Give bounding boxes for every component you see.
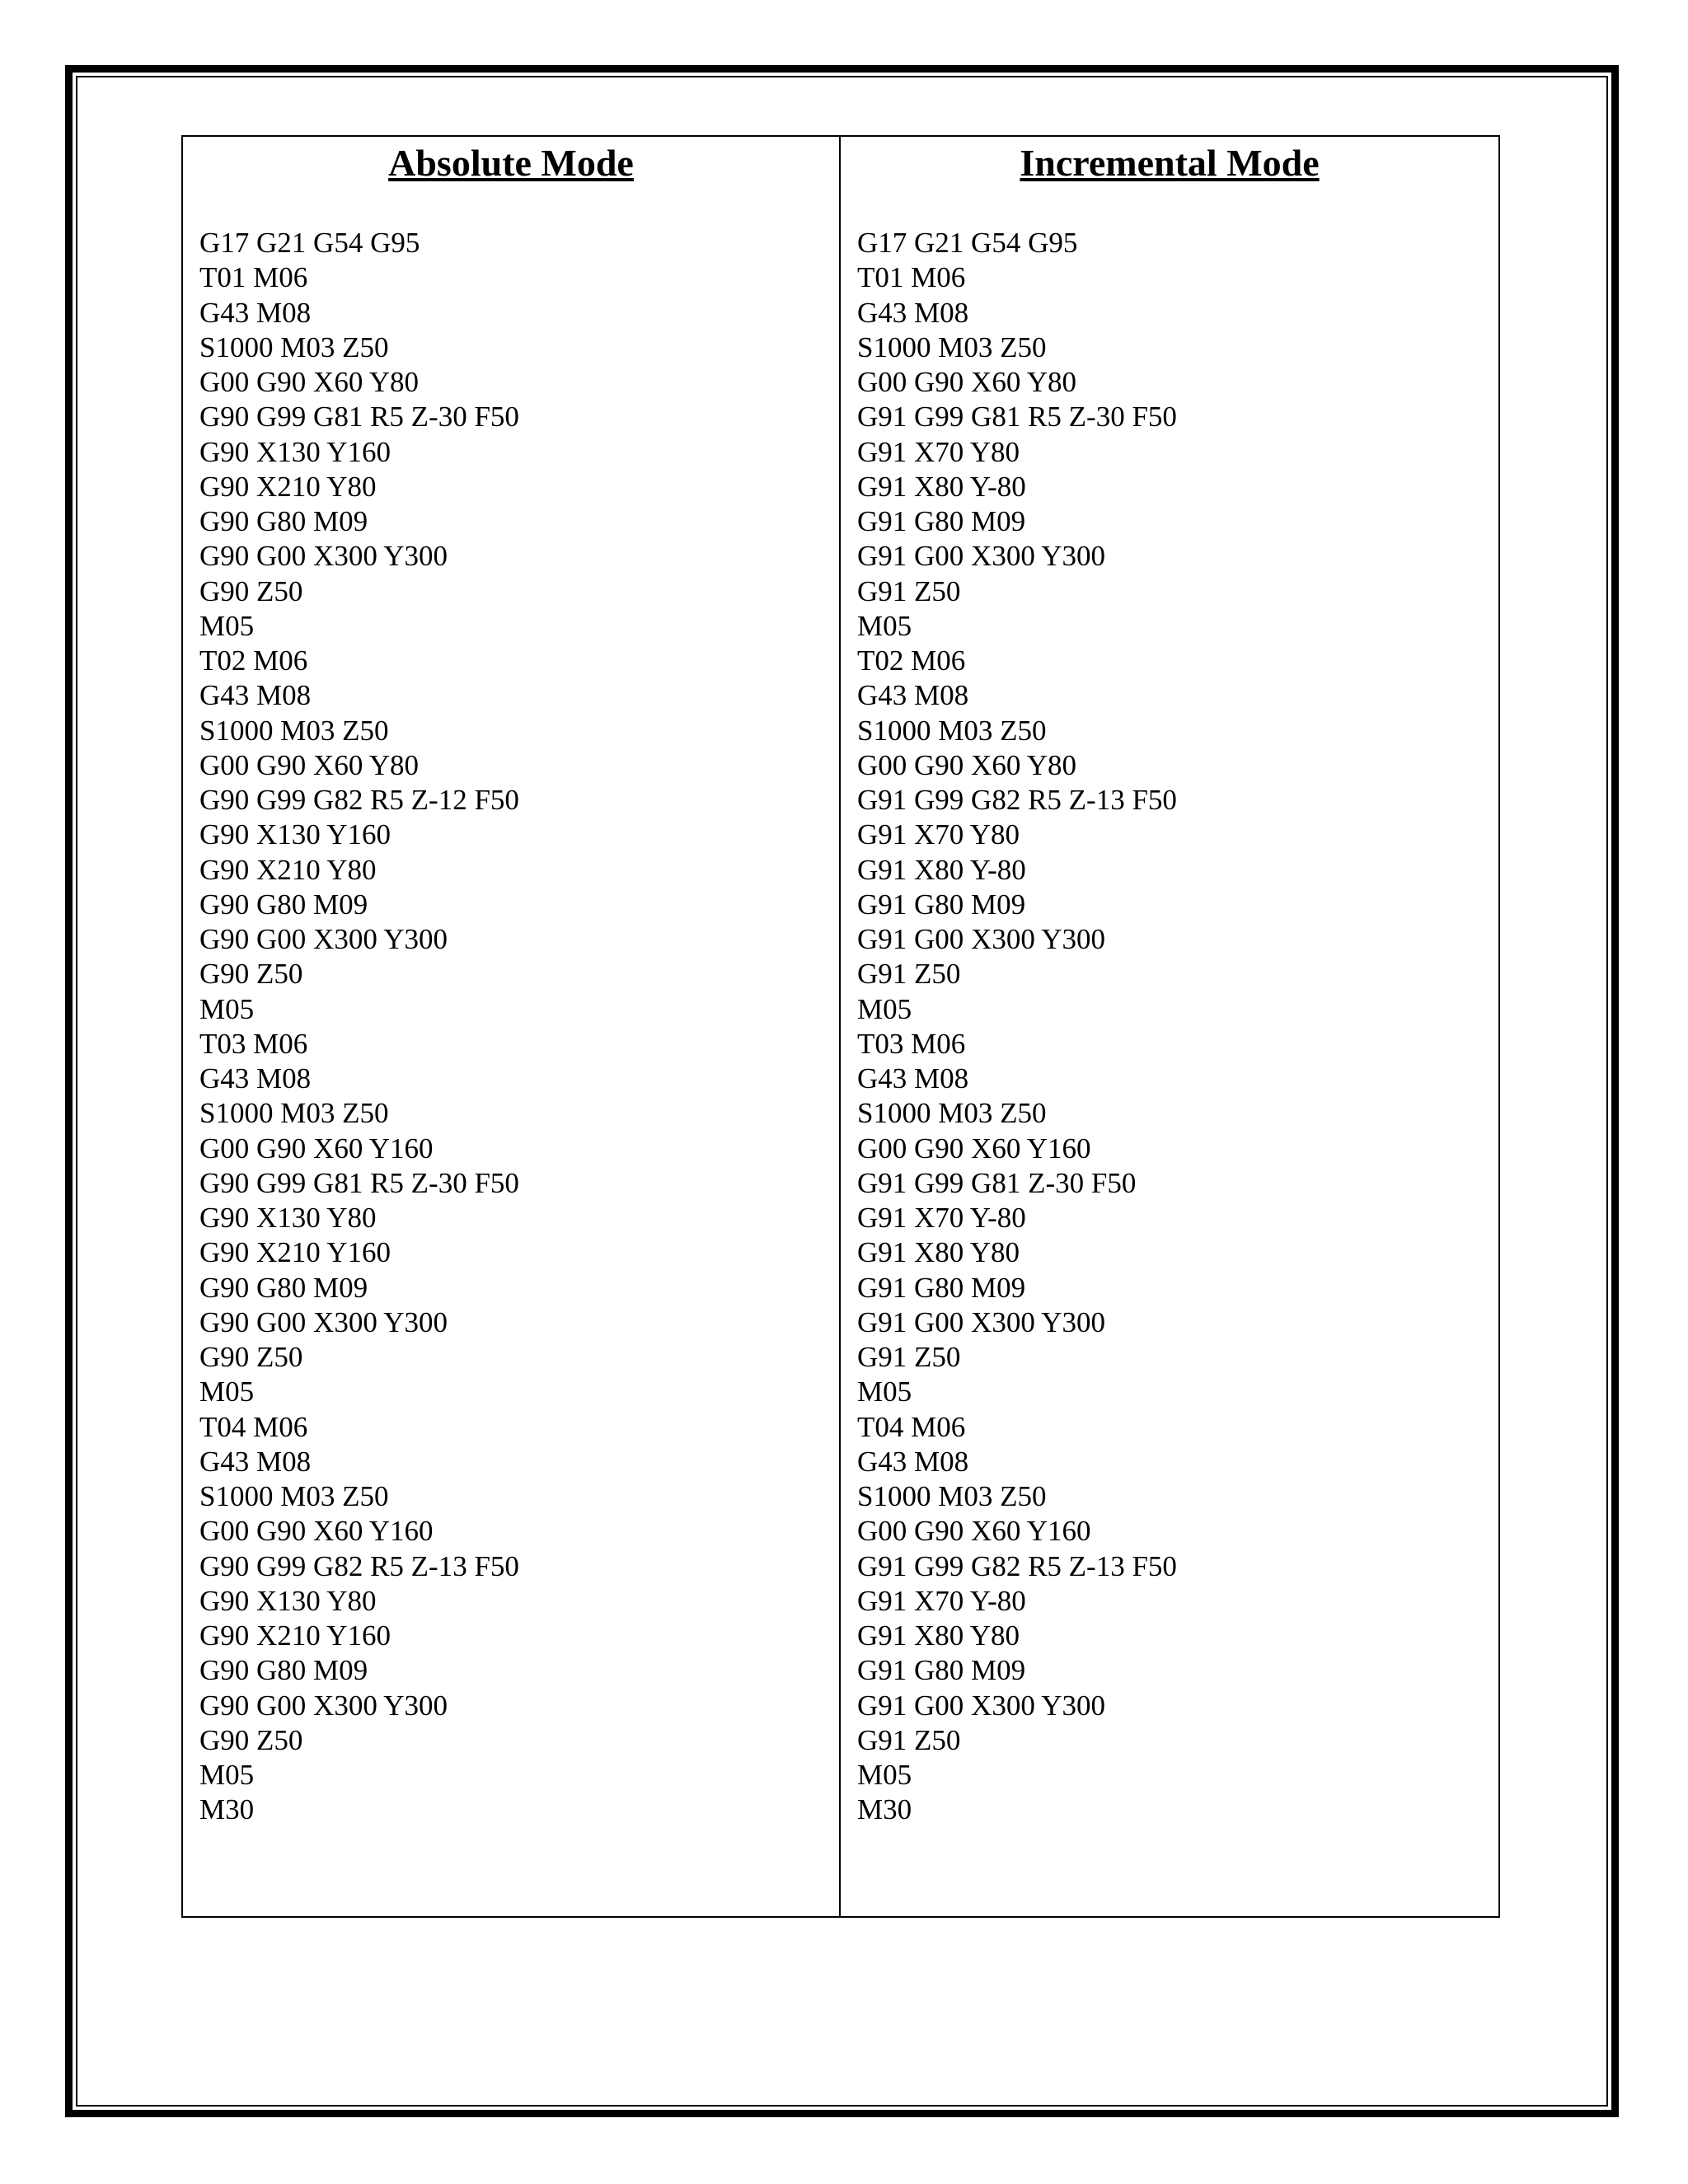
incremental-mode-column: [841, 137, 1498, 1916]
code-line: G91 G00 X300 Y300: [857, 1305, 1106, 1338]
code-line: G90 X130 Y80: [199, 1584, 377, 1617]
code-line: G91 Z50: [857, 1723, 961, 1756]
code-line: G90 Z50: [199, 574, 303, 607]
code-line: G90 G80 M09: [199, 888, 368, 921]
code-line: G90 G80 M09: [199, 1271, 368, 1304]
absolute-mode-column: [183, 137, 841, 1916]
code-line: G00 G90 X60 Y160: [857, 1132, 1091, 1165]
code-line: T02 M06: [857, 644, 966, 677]
code-line: G91 G00 X300 Y300: [857, 1689, 1106, 1722]
code-line: S1000 M03 Z50: [857, 1097, 1047, 1130]
code-line: M05: [857, 992, 912, 1025]
code-line: S1000 M03 Z50: [857, 330, 1047, 363]
code-line: G00 G90 X60 Y80: [857, 748, 1077, 781]
code-line: M05: [199, 992, 255, 1025]
absolute-mode-heading: Absolute Mode: [388, 142, 634, 184]
code-line: G91 G80 M09: [857, 1654, 1026, 1687]
code-line: T01 M06: [857, 261, 966, 294]
incremental-mode-heading: Incremental Mode: [1020, 142, 1320, 184]
code-line: G43 M08: [199, 1445, 312, 1478]
code-line: S1000 M03 Z50: [857, 1480, 1047, 1512]
code-line: M05: [857, 1759, 912, 1791]
code-line: G91 X80 Y-80: [857, 470, 1026, 503]
code-line: G43 M08: [857, 679, 969, 712]
code-line: G90 G00 X300 Y300: [199, 923, 448, 955]
code-line: G91 Z50: [857, 1341, 961, 1373]
code-line: G91 G80 M09: [857, 1271, 1026, 1304]
code-line: G43 M08: [857, 296, 969, 329]
code-line: G90 G99 G81 R5 Z-30 F50: [199, 401, 519, 434]
code-line: G90 X130 Y80: [199, 1202, 377, 1234]
code-line: G90 X210 Y80: [199, 853, 377, 886]
code-line: G91 G80 M09: [857, 888, 1026, 921]
code-line: G90 G00 X300 Y300: [199, 1305, 448, 1338]
code-line: T02 M06: [199, 644, 308, 677]
code-line: G90 G00 X300 Y300: [199, 540, 448, 573]
code-line: G90 G99 G82 R5 Z-12 F50: [199, 784, 519, 816]
code-line: G90 G80 M09: [199, 505, 368, 537]
code-line: G90 X210 Y160: [199, 1619, 392, 1652]
code-line: M05: [199, 609, 255, 642]
code-line: S1000 M03 Z50: [199, 330, 389, 363]
code-line: S1000 M03 Z50: [199, 1480, 389, 1512]
code-line: S1000 M03 Z50: [199, 714, 389, 747]
code-line: G91 X70 Y80: [857, 818, 1020, 851]
code-line: G91 X70 Y-80: [857, 1202, 1026, 1234]
code-line: G17 G21 G54 G95: [199, 227, 420, 259]
code-line: G91 G99 G82 R5 Z-13 F50: [857, 784, 1177, 816]
code-line: G91 G80 M09: [857, 505, 1026, 537]
code-line: G90 Z50: [199, 1341, 303, 1373]
code-line: G90 X210 Y160: [199, 1236, 392, 1269]
code-line: G90 X130 Y160: [199, 435, 392, 468]
program-comparison-table: [181, 135, 1500, 1918]
code-line: G00 G90 X60 Y160: [199, 1132, 434, 1165]
code-line: G00 G90 X60 Y80: [857, 366, 1077, 398]
code-line: G43 M08: [199, 1062, 312, 1094]
code-line: G90 X210 Y80: [199, 470, 377, 503]
code-line: T04 M06: [199, 1410, 308, 1443]
code-line: M30: [857, 1793, 912, 1826]
code-line: G90 X130 Y160: [199, 818, 392, 851]
code-line: G00 G90 X60 Y160: [857, 1515, 1091, 1548]
code-line: G91 X80 Y-80: [857, 853, 1026, 886]
code-line: M05: [199, 1759, 255, 1791]
code-line: G91 G00 X300 Y300: [857, 923, 1106, 955]
code-line: G91 X70 Y-80: [857, 1584, 1026, 1617]
code-line: G90 G00 X300 Y300: [199, 1689, 448, 1722]
code-line: G91 X80 Y80: [857, 1619, 1020, 1652]
code-line: G91 X80 Y80: [857, 1236, 1020, 1269]
code-line: M05: [857, 1376, 912, 1408]
code-line: T03 M06: [857, 1027, 966, 1060]
code-line: G91 X70 Y80: [857, 435, 1020, 468]
code-line: G91 G99 G81 R5 Z-30 F50: [857, 401, 1177, 434]
code-line: G91 Z50: [857, 958, 961, 991]
code-line: G90 G80 M09: [199, 1654, 368, 1687]
code-line: G91 G00 X300 Y300: [857, 540, 1106, 573]
absolute-code-list: [199, 226, 519, 1828]
code-line: G00 G90 X60 Y160: [199, 1515, 434, 1548]
code-line: G91 G99 G81 Z-30 F50: [857, 1166, 1137, 1199]
code-line: G43 M08: [199, 679, 312, 712]
code-line: T04 M06: [857, 1410, 966, 1443]
code-line: M30: [199, 1793, 255, 1826]
code-line: G43 M08: [857, 1062, 969, 1094]
incremental-code-list: [857, 226, 1177, 1828]
code-line: S1000 M03 Z50: [199, 1097, 389, 1130]
code-line: S1000 M03 Z50: [857, 714, 1047, 747]
code-line: G90 Z50: [199, 1723, 303, 1756]
code-line: G00 G90 X60 Y80: [199, 748, 420, 781]
code-line: G43 M08: [857, 1445, 969, 1478]
code-line: G00 G90 X60 Y80: [199, 366, 420, 398]
code-line: G90 Z50: [199, 958, 303, 991]
code-line: G91 G99 G82 R5 Z-13 F50: [857, 1549, 1177, 1582]
code-line: M05: [857, 609, 912, 642]
code-line: G90 G99 G81 R5 Z-30 F50: [199, 1166, 519, 1199]
code-line: T01 M06: [199, 261, 308, 294]
code-line: T03 M06: [199, 1027, 308, 1060]
code-line: G17 G21 G54 G95: [857, 227, 1078, 259]
code-line: G90 G99 G82 R5 Z-13 F50: [199, 1549, 519, 1582]
code-line: M05: [199, 1376, 255, 1408]
code-line: G43 M08: [199, 296, 312, 329]
code-line: G91 Z50: [857, 574, 961, 607]
